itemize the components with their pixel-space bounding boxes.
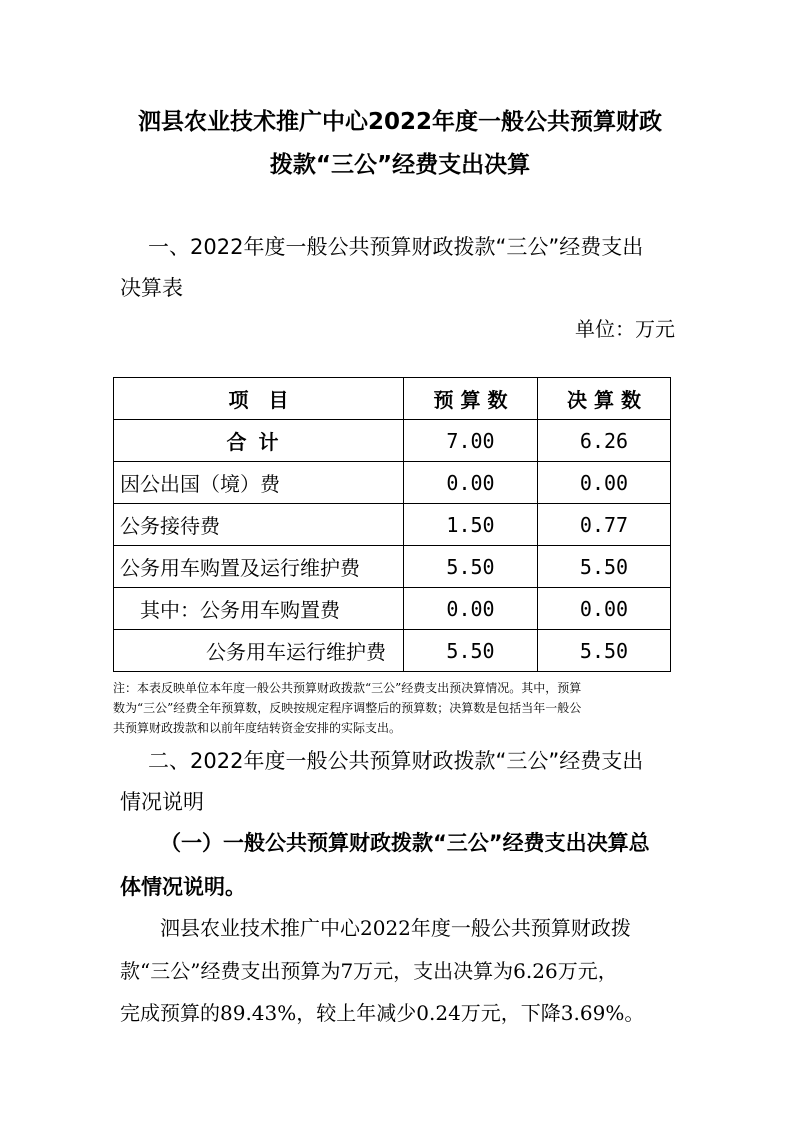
row-actual-vehicle-purchase: 0.00 xyxy=(538,588,671,630)
row-budget-vehicle-purchase: 0.00 xyxy=(404,588,538,630)
row-actual-overseas: 0.00 xyxy=(538,462,671,504)
table-note xyxy=(113,678,673,738)
three-public-expenses-table xyxy=(113,377,671,672)
body-line-3: 完成预算的89.43%，较上年减少0.24万元，下降3.69%。 xyxy=(120,1001,645,1025)
section-1-heading-line-1: 一、2022年度一般公共预算财政拨款“三公”经费支出 xyxy=(148,235,644,259)
row-budget-reception: 1.50 xyxy=(404,504,538,546)
unit-label: 单位：万元 xyxy=(575,317,675,341)
header-actual: 决 算 数 xyxy=(538,378,671,420)
row-budget-vehicles: 5.50 xyxy=(404,546,538,588)
subsection-1-heading-line-1: （一）一般公共预算财政拨款“三公”经费支出决算总 xyxy=(160,831,650,855)
section-2-heading-line-2: 情况说明 xyxy=(120,790,204,814)
row-budget-total: 7.00 xyxy=(404,420,538,462)
row-budget-overseas: 0.00 xyxy=(404,462,538,504)
header-budget: 预 算 数 xyxy=(404,378,538,420)
table-row xyxy=(114,504,671,546)
table-row xyxy=(114,462,671,504)
row-item-reception: 公务接待费 xyxy=(114,504,404,546)
section-1-heading-line-2: 决算表 xyxy=(120,276,183,300)
table-row xyxy=(114,630,671,672)
table-note-line-3: 共预算财政拨款和以前年度结转资金安排的实际支出。 xyxy=(113,721,402,735)
row-actual-total: 6.26 xyxy=(538,420,671,462)
row-item-vehicles: 公务用车购置及运行维护费 xyxy=(114,546,404,588)
table-row xyxy=(114,546,671,588)
table-row xyxy=(114,588,671,630)
row-item-total: 合计 xyxy=(114,420,404,462)
row-actual-vehicles: 5.50 xyxy=(538,546,671,588)
body-line-1: 泗县农业技术推广中心2022年度一般公共预算财政拨 xyxy=(160,916,631,940)
header-item: 项 目 xyxy=(114,378,404,420)
body-line-2: 款“三公”经费支出预算为7万元，支出决算为6.26万元， xyxy=(120,959,618,983)
document-title-line-1: 泗县农业技术推广中心2022年度一般公共预算财政 xyxy=(137,109,662,135)
document-title-line-2: 拨款“三公”经费支出决算 xyxy=(269,152,531,178)
section-2-heading-line-1: 二、2022年度一般公共预算财政拨款“三公”经费支出 xyxy=(148,749,644,773)
table-row xyxy=(114,420,671,462)
row-item-vehicle-maintenance: 公务用车运行维护费 xyxy=(114,630,404,672)
row-item-overseas: 因公出国（境）费 xyxy=(114,462,404,504)
row-item-vehicle-purchase: 其中：公务用车购置费 xyxy=(114,588,404,630)
table-note-line-1: 注：本表反映单位本年度一般公共预算财政拨款“三公”经费支出预决算情况。其中，预算 xyxy=(113,681,582,695)
row-actual-vehicle-maintenance: 5.50 xyxy=(538,630,671,672)
row-actual-reception: 0.77 xyxy=(538,504,671,546)
table-note-line-2: 数为“三公”经费全年预算数，反映按规定程序调整后的预算数；决算数是包括当年一般公 xyxy=(113,701,582,715)
subsection-1-heading-line-2: 体情况说明。 xyxy=(120,875,246,899)
row-budget-vehicle-maintenance: 5.50 xyxy=(404,630,538,672)
table-header-row xyxy=(114,378,671,420)
